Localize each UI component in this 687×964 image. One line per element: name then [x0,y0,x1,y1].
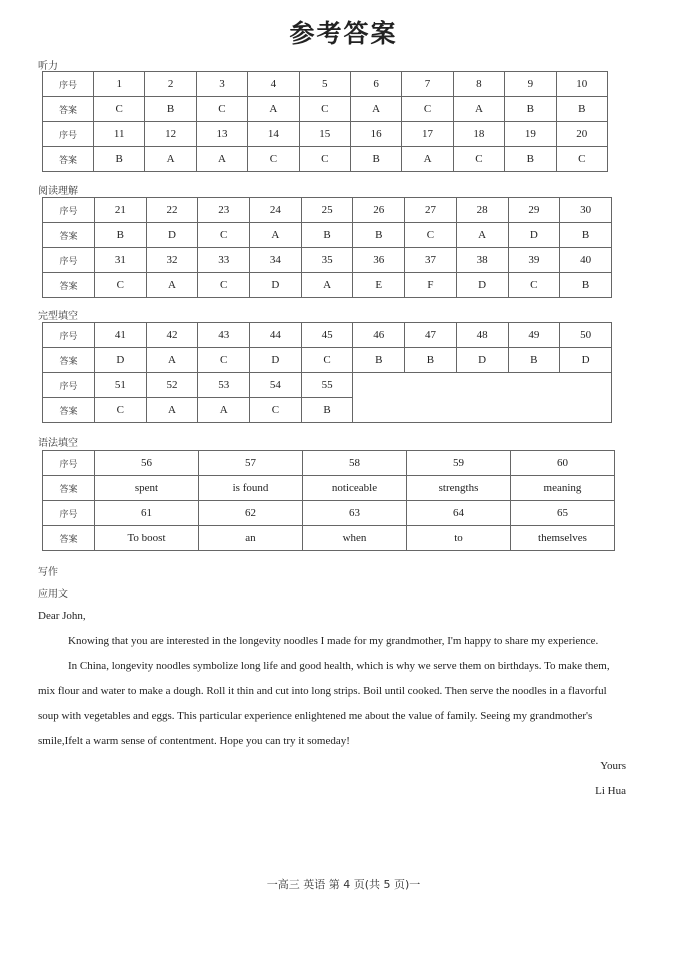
answer-cell: D [250,273,302,298]
question-number-cell: 27 [405,198,457,223]
question-number-cell: 12 [145,122,196,147]
blank-cell [353,373,612,398]
answer-cell: B [350,147,401,172]
answer-cell: B [301,398,353,423]
reading-table [42,197,612,298]
answer-cell: meaning [511,476,615,501]
question-number-cell: 59 [407,451,511,476]
row-label-num: 序号 [43,451,95,476]
question-number-cell: 38 [456,248,508,273]
row-label-ans: 答案 [43,147,94,172]
row-label-ans: 答案 [43,476,95,501]
row-label-ans: 答案 [43,223,95,248]
answer-cell: C [405,223,457,248]
answer-cell: D [95,348,147,373]
letter-signature: Li Hua [595,785,626,797]
cloze-num-row-2 [43,373,612,398]
answer-cell: D [250,348,302,373]
answer-cell: B [94,147,145,172]
answer-cell: A [350,97,401,122]
answer-cell: C [248,147,299,172]
answer-cell: B [145,97,196,122]
question-number-cell: 28 [456,198,508,223]
question-number-cell: 40 [560,248,612,273]
question-number-cell: 45 [301,323,353,348]
answer-cell: D [456,348,508,373]
answer-cell: B [405,348,457,373]
question-number-cell: 65 [511,501,615,526]
cloze-num-row-1 [43,323,612,348]
answer-cell: C [198,273,250,298]
answer-cell: A [146,348,198,373]
question-number-cell: 23 [198,198,250,223]
row-label-num: 序号 [43,248,95,273]
question-number-cell: 21 [95,198,147,223]
answer-cell: B [353,223,405,248]
question-number-cell: 44 [250,323,302,348]
question-number-cell: 52 [146,373,198,398]
question-number-cell: 17 [402,122,453,147]
blank-cell [353,398,612,423]
answer-cell: To boost [95,526,199,551]
row-label-ans: 答案 [43,348,95,373]
question-number-cell: 41 [95,323,147,348]
section-grammar-label: 语法填空 [38,438,78,449]
answer-cell: A [198,398,250,423]
answer-cell: A [145,147,196,172]
cloze-ans-row-2 [43,398,612,423]
answer-cell: noticeable [303,476,407,501]
answer-cell: C [196,97,247,122]
answer-cell: A [146,273,198,298]
question-number-cell: 4 [248,72,299,97]
answer-cell: C [299,97,350,122]
question-number-cell: 5 [299,72,350,97]
answer-cell: spent [95,476,199,501]
answer-cell: C [95,273,147,298]
answer-cell: C [508,273,560,298]
section-reading-label: 阅读理解 [38,186,78,197]
question-number-cell: 39 [508,248,560,273]
question-number-cell: 37 [405,248,457,273]
question-number-cell: 62 [199,501,303,526]
answer-cell: C [299,147,350,172]
answer-cell: B [505,147,556,172]
grammar-ans-row-2 [43,526,615,551]
question-number-cell: 22 [146,198,198,223]
letter-closing: Yours [600,760,626,772]
page-title: 参考答案 [289,19,398,48]
question-number-cell: 14 [248,122,299,147]
answer-cell: B [95,223,147,248]
question-number-cell: 15 [299,122,350,147]
question-number-cell: 3 [196,72,247,97]
grammar-ans-row-1 [43,476,615,501]
letter-salutation: Dear John, [38,610,86,622]
row-label-num: 序号 [43,373,95,398]
question-number-cell: 6 [350,72,401,97]
answer-cell: C [556,147,607,172]
question-number-cell: 46 [353,323,405,348]
answer-cell: E [353,273,405,298]
reading-ans-row-2 [43,273,612,298]
question-number-cell: 64 [407,501,511,526]
answer-cell: is found [199,476,303,501]
question-number-cell: 11 [94,122,145,147]
row-label-num: 序号 [43,198,95,223]
section-listening-label: 听力 [38,61,58,72]
question-number-cell: 57 [199,451,303,476]
answer-cell: when [303,526,407,551]
question-number-cell: 9 [505,72,556,97]
answer-cell: B [505,97,556,122]
question-number-cell: 54 [250,373,302,398]
answer-cell: A [456,223,508,248]
row-label-num: 序号 [43,501,95,526]
question-number-cell: 33 [198,248,250,273]
listening-ans-row-1 [43,97,608,122]
reading-num-row-2 [43,248,612,273]
answer-cell: B [560,223,612,248]
answer-cell: C [95,398,147,423]
question-number-cell: 18 [453,122,504,147]
cloze-table [42,322,612,423]
letter-paragraph-1: Knowing that you are interested in the longevity noodles I made for my grandmother, I'm happy to share my experience. [68,635,599,647]
answer-cell: D [456,273,508,298]
question-number-cell: 35 [301,248,353,273]
question-number-cell: 58 [303,451,407,476]
question-number-cell: 47 [405,323,457,348]
answer-cell: A [453,97,504,122]
row-label-num: 序号 [43,122,94,147]
row-label-ans: 答案 [43,398,95,423]
row-label-num: 序号 [43,72,94,97]
answer-cell: A [146,398,198,423]
answer-cell: C [198,348,250,373]
question-number-cell: 20 [556,122,607,147]
question-number-cell: 29 [508,198,560,223]
question-number-cell: 26 [353,198,405,223]
answer-cell: A [402,147,453,172]
grammar-table [42,450,615,551]
listening-table [42,71,608,172]
reading-num-row-1 [43,198,612,223]
page-footer: 一高三 英语 第 4 页(共 5 页)一 [266,878,421,891]
answer-cell: A [248,97,299,122]
question-number-cell: 8 [453,72,504,97]
grammar-num-row-1 [43,451,615,476]
question-number-cell: 51 [95,373,147,398]
answer-cell: B [560,273,612,298]
question-number-cell: 1 [94,72,145,97]
row-label-ans: 答案 [43,97,94,122]
letter-body [38,604,626,804]
question-number-cell: 55 [301,373,353,398]
answer-cell: C [198,223,250,248]
question-number-cell: 13 [196,122,247,147]
answer-cell: A [250,223,302,248]
answer-cell: C [301,348,353,373]
section-writing-label: 写作 [38,567,58,578]
question-number-cell: 2 [145,72,196,97]
listening-ans-row-2 [43,147,608,172]
answer-cell: D [508,223,560,248]
answer-cell: B [556,97,607,122]
question-number-cell: 30 [560,198,612,223]
question-number-cell: 10 [556,72,607,97]
answer-cell: C [250,398,302,423]
cloze-ans-row-1 [43,348,612,373]
answer-cell: to [407,526,511,551]
reading-ans-row-1 [43,223,612,248]
question-number-cell: 24 [250,198,302,223]
question-number-cell: 19 [505,122,556,147]
section-cloze-label: 完型填空 [38,311,78,322]
letter-paragraph-2: In China, longevity noodles symbolize long life and good health, which is why we serve them on birthdays. To make them, mix flour and water to make a dough. Roll it thin and cut into long strips. Boil until cooked. Then serve the noodles in a flavorful soup with vegetables and eggs. This particular experience enlightened me about the value of family. Seeing my grandmother's smile,Ifelt a warm sense of contentment. Hope you can try it someday! [38,660,610,747]
listening-num-row-2 [43,122,608,147]
answer-cell: A [196,147,247,172]
grammar-num-row-2 [43,501,615,526]
answer-cell: strengths [407,476,511,501]
answer-cell: D [560,348,612,373]
question-number-cell: 31 [95,248,147,273]
row-label-ans: 答案 [43,273,95,298]
section-practical-label: 应用文 [38,589,68,600]
question-number-cell: 42 [146,323,198,348]
question-number-cell: 43 [198,323,250,348]
question-number-cell: 60 [511,451,615,476]
question-number-cell: 7 [402,72,453,97]
listening-num-row-1 [43,72,608,97]
answer-cell: F [405,273,457,298]
question-number-cell: 61 [95,501,199,526]
answer-cell: D [146,223,198,248]
row-label-ans: 答案 [43,526,95,551]
answer-cell: an [199,526,303,551]
answer-cell: B [353,348,405,373]
question-number-cell: 50 [560,323,612,348]
answer-cell: A [301,273,353,298]
question-number-cell: 16 [350,122,401,147]
question-number-cell: 32 [146,248,198,273]
answer-cell: B [301,223,353,248]
answer-cell: themselves [511,526,615,551]
answer-cell: C [453,147,504,172]
answer-cell: B [508,348,560,373]
question-number-cell: 56 [95,451,199,476]
question-number-cell: 49 [508,323,560,348]
answer-cell: C [94,97,145,122]
question-number-cell: 36 [353,248,405,273]
question-number-cell: 53 [198,373,250,398]
question-number-cell: 34 [250,248,302,273]
answer-cell: C [402,97,453,122]
question-number-cell: 48 [456,323,508,348]
row-label-num: 序号 [43,323,95,348]
question-number-cell: 63 [303,501,407,526]
question-number-cell: 25 [301,198,353,223]
